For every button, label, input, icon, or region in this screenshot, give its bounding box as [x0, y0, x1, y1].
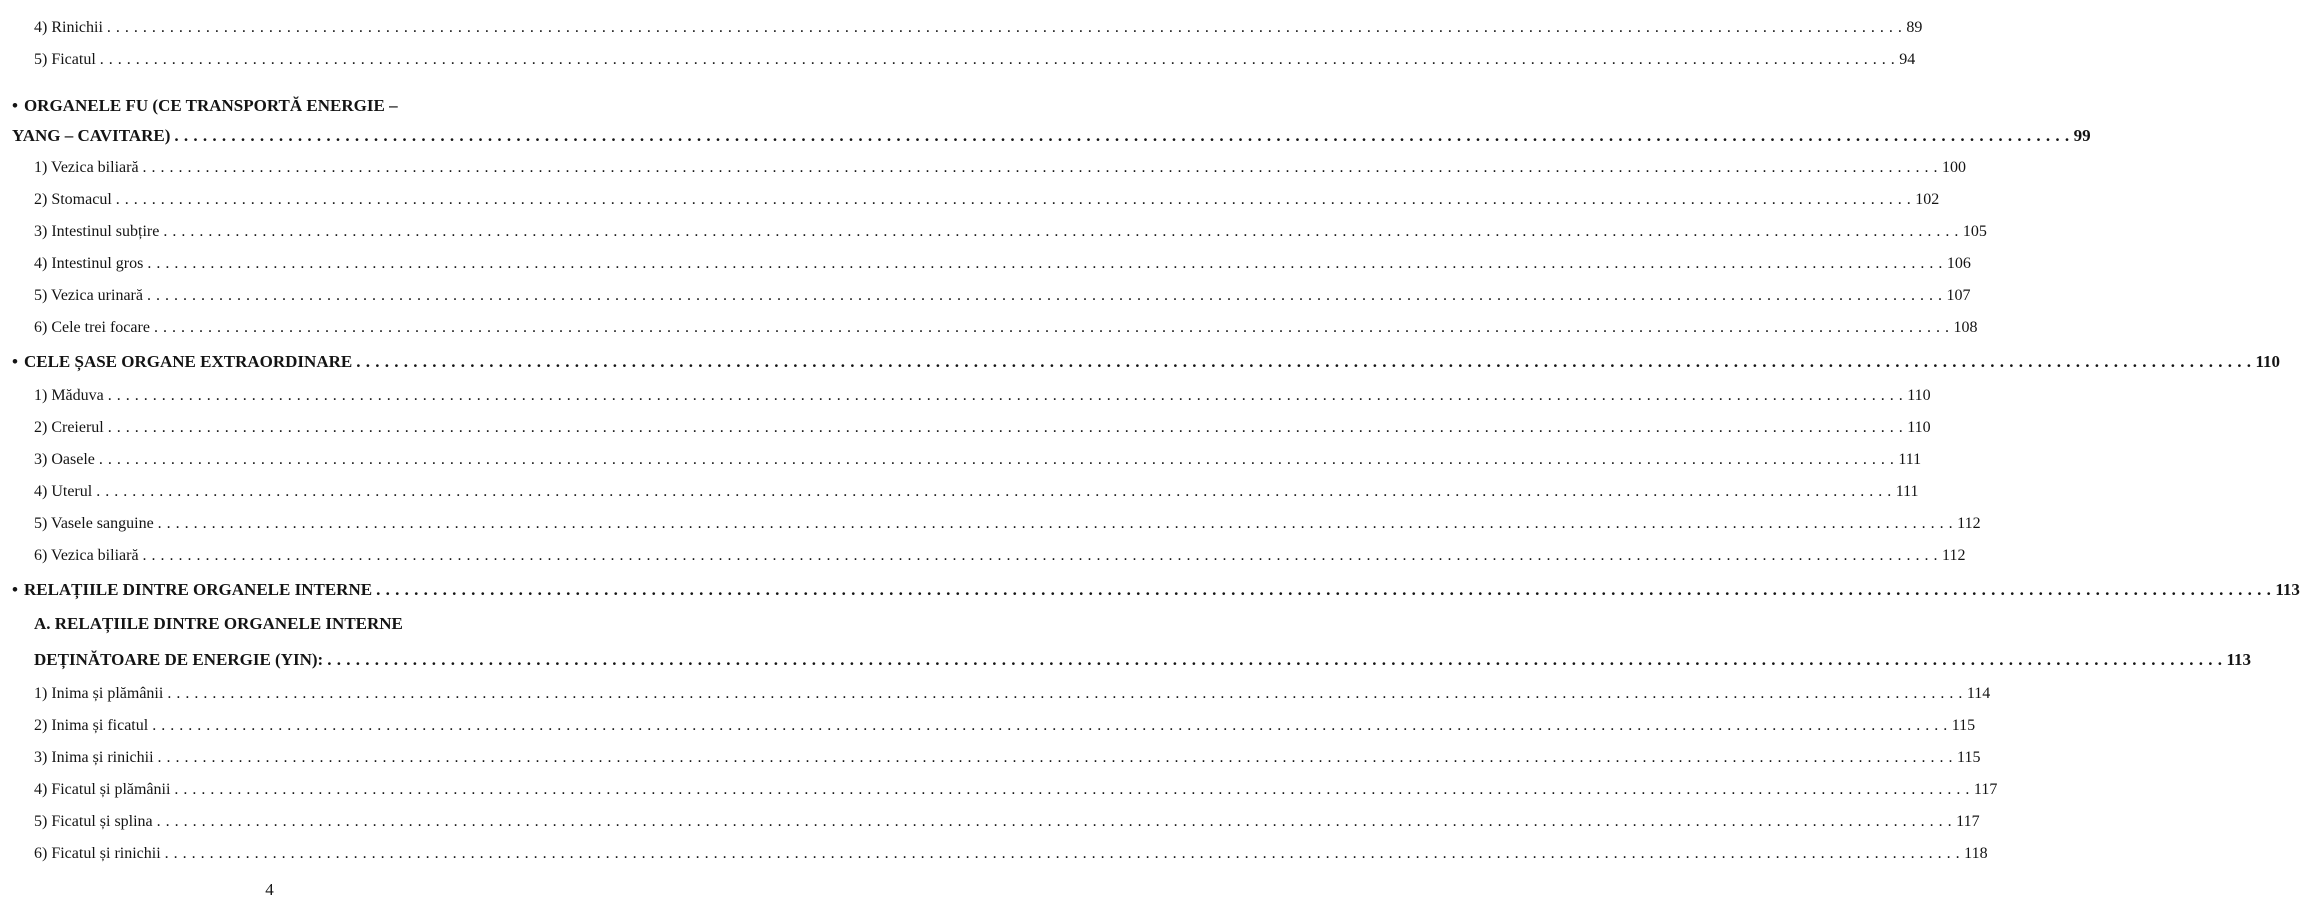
- toc-page-number: 102: [1915, 191, 1940, 208]
- toc-entry-title: 6) Cele trei focare: [34, 319, 150, 336]
- toc-entry-title: 2) Stomacul: [34, 191, 112, 208]
- toc-page-number: 112: [1942, 547, 1966, 564]
- toc-page-number: 110: [1907, 419, 1931, 436]
- toc-entry-title: 5) Ficatul și splina: [34, 813, 153, 830]
- toc-page-number: 117: [1973, 781, 1998, 798]
- toc-entry: [34, 712, 1976, 736]
- toc-entry: [34, 154, 1967, 178]
- toc-page-number: 94: [1899, 51, 1916, 68]
- toc-entry-title: 4) Ficatul și plămânii: [34, 781, 171, 798]
- dot-leader: . . . . . . . . . . . . . . . . . . . . . . . . . . . . . . . . . . . . . . . . . . . . . . . . . . . . . . . . . . . . . . . . . . . . . . . . . . . . . . . . . . . . . . . . . . . . . . . . . . . . . . . . . . . . . . . . . . . . . . . . . . . . . . . . . . . . . . . . . . . . . . . . . . . . . . . . . . . . . . . . . . . . . . . . . . . . . . . . . . . . . . . . . . . . . . . . . . . . . . . .: [376, 580, 2272, 599]
- toc-page-number: 99: [2073, 126, 2091, 145]
- toc-entry: [34, 446, 1922, 470]
- dot-leader: . . . . . . . . . . . . . . . . . . . . . . . . . . . . . . . . . . . . . . . . . . . . . . . . . . . . . . . . . . . . . . . . . . . . . . . . . . . . . . . . . . . . . . . . . . . . . . . . . . . . . . . . . . . . . . . . . . . . . . . . . . . . . . . . . . . . . . . . . . . . . . . . . . . . . . . . . . . . . . . . . . . . . . . . . . . . . . . . . . . . . . . . . . . . . . . . . . . . . . . .: [142, 159, 1939, 176]
- toc-page-number: 100: [1942, 159, 1967, 176]
- toc-entry-title: 3) Inima și rinichii: [34, 749, 154, 766]
- dot-leader: . . . . . . . . . . . . . . . . . . . . . . . . . . . . . . . . . . . . . . . . . . . . . . . . . . . . . . . . . . . . . . . . . . . . . . . . . . . . . . . . . . . . . . . . . . . . . . . . . . . . . . . . . . . . . . . . . . . . . . . . . . . . . . . . . . . . . . . . . . . . . . . . . . . . . . . . . . . . . . . . . . . . . . . . . . . . . . . . . . . . . . . . . . . . . . . . . . . . . . . .: [99, 51, 1896, 68]
- toc-entry-title: CELE ȘASE ORGANE EXTRAORDINARE: [23, 352, 353, 371]
- dot-leader: . . . . . . . . . . . . . . . . . . . . . . . . . . . . . . . . . . . . . . . . . . . . . . . . . . . . . . . . . . . . . . . . . . . . . . . . . . . . . . . . . . . . . . . . . . . . . . . . . . . . . . . . . . . . . . . . . . . . . . . . . . . . . . . . . . . . . . . . . . . . . . . . . . . . . . . . . . . . . . . . . . . . . . . . . . . . . . . . . . . . . . . . . . . . . . . . . . . . . . . .: [146, 287, 1943, 304]
- toc-entry-title: 6) Vezica biliară: [34, 547, 139, 564]
- dot-leader: . . . . . . . . . . . . . . . . . . . . . . . . . . . . . . . . . . . . . . . . . . . . . . . . . . . . . . . . . . . . . . . . . . . . . . . . . . . . . . . . . . . . . . . . . . . . . . . . . . . . . . . . . . . . . . . . . . . . . . . . . . . . . . . . . . . . . . . . . . . . . . . . . . . . . . . . . . . . . . . . . . . . . . . . . . . . . . . . . . . . . . . . . . . . . . . . . . . . . . . .: [107, 387, 1904, 404]
- toc-entry: [34, 840, 1988, 864]
- toc-entry: [34, 218, 1987, 242]
- toc-entry-title: 4) Intestinul gros: [34, 255, 144, 272]
- toc-entry-title: DEȚINĂTOARE DE ENERGIE (YIN):: [34, 650, 324, 669]
- dot-leader: . . . . . . . . . . . . . . . . . . . . . . . . . . . . . . . . . . . . . . . . . . . . . . . . . . . . . . . . . . . . . . . . . . . . . . . . . . . . . . . . . . . . . . . . . . . . . . . . . . . . . . . . . . . . . . . . . . . . . . . . . . . . . . . . . . . . . . . . . . . . . . . . . . . . . . . . . . . . . . . . . . . . . . . . . . . . . . . . . . . . . . . . . . . . . . . . . . . . . . . .: [167, 685, 1963, 702]
- toc-heading-line: [12, 122, 2091, 146]
- toc-entry-title: 2) Creierul: [34, 419, 104, 436]
- toc-entry-title: 3) Intestinul subțire: [34, 223, 160, 240]
- toc-page-number: 115: [1951, 717, 1976, 734]
- dot-leader: . . . . . . . . . . . . . . . . . . . . . . . . . . . . . . . . . . . . . . . . . . . . . . . . . . . . . . . . . . . . . . . . . . . . . . . . . . . . . . . . . . . . . . . . . . . . . . . . . . . . . . . . . . . . . . . . . . . . . . . . . . . . . . . . . . . . . . . . . . . . . . . . . . . . . . . . . . . . . . . . . . . . . . . . . . . . . . . . . . . . . . . . . . . . . . . . . . . . . . . .: [174, 781, 1970, 798]
- dot-leader: . . . . . . . . . . . . . . . . . . . . . . . . . . . . . . . . . . . . . . . . . . . . . . . . . . . . . . . . . . . . . . . . . . . . . . . . . . . . . . . . . . . . . . . . . . . . . . . . . . . . . . . . . . . . . . . . . . . . . . . . . . . . . . . . . . . . . . . . . . . . . . . . . . . . . . . . . . . . . . . . . . . . . . . . . . . . . . . . . . . . . . . . . . . . . . . . . . . . . . . .: [107, 419, 1904, 436]
- toc-entry-title: 5) Vasele sanguine: [34, 515, 154, 532]
- toc-page-number: 89: [1906, 19, 1923, 36]
- toc-entry-title: ORGANELE FU (CE TRANSPORTĂ ENERGIE –: [23, 96, 398, 115]
- toc-entry: [34, 744, 1981, 768]
- bullet-icon: •: [12, 96, 18, 115]
- dot-leader: . . . . . . . . . . . . . . . . . . . . . . . . . . . . . . . . . . . . . . . . . . . . . . . . . . . . . . . . . . . . . . . . . . . . . . . . . . . . . . . . . . . . . . . . . . . . . . . . . . . . . . . . . . . . . . . . . . . . . . . . . . . . . . . . . . . . . . . . . . . . . . . . . . . . . . . . . . . . . . . . . . . . . . . . . . . . . . . . . . . . . . . . . . . . . . . . . . . . . . . .: [327, 650, 2223, 669]
- dot-leader: . . . . . . . . . . . . . . . . . . . . . . . . . . . . . . . . . . . . . . . . . . . . . . . . . . . . . . . . . . . . . . . . . . . . . . . . . . . . . . . . . . . . . . . . . . . . . . . . . . . . . . . . . . . . . . . . . . . . . . . . . . . . . . . . . . . . . . . . . . . . . . . . . . . . . . . . . . . . . . . . . . . . . . . . . . . . . . . . . . . . . . . . . . . . . . . . . . . . . . . .: [156, 813, 1953, 830]
- dot-leader: . . . . . . . . . . . . . . . . . . . . . . . . . . . . . . . . . . . . . . . . . . . . . . . . . . . . . . . . . . . . . . . . . . . . . . . . . . . . . . . . . . . . . . . . . . . . . . . . . . . . . . . . . . . . . . . . . . . . . . . . . . . . . . . . . . . . . . . . . . . . . . . . . . . . . . . . . . . . . . . . . . . . . . . . . . . . . . . . . . . . . . . . . . . . . . . . . . . . . . . .: [163, 223, 1959, 240]
- toc-entry-title: 1) Inima și plămânii: [34, 685, 164, 702]
- dot-leader: . . . . . . . . . . . . . . . . . . . . . . . . . . . . . . . . . . . . . . . . . . . . . . . . . . . . . . . . . . . . . . . . . . . . . . . . . . . . . . . . . . . . . . . . . . . . . . . . . . . . . . . . . . . . . . . . . . . . . . . . . . . . . . . . . . . . . . . . . . . . . . . . . . . . . . . . . . . . . . . . . . . . . . . . . . . . . . . . . . . . . . . . . . . . . . . . . . . . . . . .: [164, 845, 1961, 862]
- toc-page-number: 113: [2226, 650, 2252, 669]
- dot-leader: . . . . . . . . . . . . . . . . . . . . . . . . . . . . . . . . . . . . . . . . . . . . . . . . . . . . . . . . . . . . . . . . . . . . . . . . . . . . . . . . . . . . . . . . . . . . . . . . . . . . . . . . . . . . . . . . . . . . . . . . . . . . . . . . . . . . . . . . . . . . . . . . . . . . . . . . . . . . . . . . . . . . . . . . . . . . . . . . . . . . . . . . . . . . . . . . . . . . . . . .: [106, 19, 1903, 36]
- toc-heading-line: [34, 610, 511, 634]
- toc-entry: [34, 680, 1991, 704]
- toc-entry: [34, 46, 1916, 70]
- toc-entry-title: 6) Ficatul și rinichii: [34, 845, 161, 862]
- toc-page-number: 110: [2255, 352, 2281, 371]
- dot-leader: . . . . . . . . . . . . . . . . . . . . . . . . . . . . . . . . . . . . . . . . . . . . . . . . . . . . . . . . . . . . . . . . . . . . . . . . . . . . . . . . . . . . . . . . . . . . . . . . . . . . . . . . . . . . . . . . . . . . . . . . . . . . . . . . . . . . . . . . . . . . . . . . . . . . . . . . . . . . . . . . . . . . . . . . . . . . . . . . . . . . . . . . . . . . . . . . . . . . . . . .: [157, 749, 1954, 766]
- toc-entry: [34, 250, 1971, 274]
- dot-leader: . . . . . . . . . . . . . . . . . . . . . . . . . . . . . . . . . . . . . . . . . . . . . . . . . . . . . . . . . . . . . . . . . . . . . . . . . . . . . . . . . . . . . . . . . . . . . . . . . . . . . . . . . . . . . . . . . . . . . . . . . . . . . . . . . . . . . . . . . . . . . . . . . . . . . . . . . . . . . . . . . . . . . . . . . . . . . . . . . . . . . . . . . . . . . . . . . . . . . . . .: [174, 126, 2070, 145]
- dot-leader: . . . . . . . . . . . . . . . . . . . . . . . . . . . . . . . . . . . . . . . . . . . . . . . . . . . . . . . . . . . . . . . . . . . . . . . . . . . . . . . . . . . . . . . . . . . . . . . . . . . . . . . . . . . . . . . . . . . . . . . . . . . . . . . . . . . . . . . . . . . . . . . . . . . . . . . . . . . . . . . . . . . . . . . . . . . . . . . . . . . . . . . . . . . . . . . . . . . . . . . .: [157, 515, 1954, 532]
- toc-page-number: 113: [2275, 580, 2300, 599]
- toc-page-number: 112: [1957, 515, 1981, 532]
- toc-heading-line: [12, 348, 2281, 372]
- toc-page-number: 111: [1898, 451, 1922, 468]
- toc-entry-title: 3) Oasele: [34, 451, 95, 468]
- toc-entry-title: RELAȚIILE DINTRE ORGANELE INTERNE: [23, 580, 373, 599]
- toc-entry: [34, 808, 1980, 832]
- toc-entry-title: 2) Inima și ficatul: [34, 717, 149, 734]
- toc-entry: [34, 478, 1919, 502]
- toc-page-number: 114: [1966, 685, 1991, 702]
- toc-entry-title: YANG – CAVITARE): [12, 126, 171, 145]
- toc-page-number: 117: [1956, 813, 1980, 830]
- toc-page-number: 107: [1946, 287, 1971, 304]
- toc-page-number: 106: [1946, 255, 1971, 272]
- dot-leader: . . . . . . . . . . . . . . . . . . . . . . . . . . . . . . . . . . . . . . . . . . . . . . . . . . . . . . . . . . . . . . . . . . . . . . . . . . . . . . . . . . . . . . . . . . . . . . . . . . . . . . . . . . . . . . . . . . . . . . . . . . . . . . . . . . . . . . . . . . . . . . . . . . . . . . . . . . . . . . . . . . . . . . . . . . . . . . . . . . . . . . . . . . . . . . . . . . . . . . . .: [96, 483, 1892, 500]
- toc-entry: [34, 542, 1966, 566]
- dot-leader: . . . . . . . . . . . . . . . . . . . . . . . . . . . . . . . . . . . . . . . . . . . . . . . . . . . . . . . . . . . . . . . . . . . . . . . . . . . . . . . . . . . . . . . . . . . . . . . . . . . . . . . . . . . . . . . . . . . . . . . . . . . . . . . . . . . . . . . . . . . . . . . . . . . . . . . . . . . . . . . . . . . . . . . . . . . . . . . . . . . . . . . . . . . . . . . . . . . . . . . .: [147, 255, 1943, 272]
- dot-leader: . . . . . . . . . . . . . . . . . . . . . . . . . . . . . . . . . . . . . . . . . . . . . . . . . . . . . . . . . . . . . . . . . . . . . . . . . . . . . . . . . . . . . . . . . . . . . . . . . . . . . . . . . . . . . . . . . . . . . . . . . . . . . . . . . . . . . . . . . . . . . . . . . . . . . . . . . . . . . . . . . . . . . . . . . . . . . . . . . . . . . . . . . . . . . . . . . . . . . . . .: [98, 451, 1895, 468]
- toc-entry: [34, 314, 1978, 338]
- toc-page-number: 111: [1895, 483, 1919, 500]
- toc-entry: [34, 414, 1931, 438]
- dot-leader: . . . . . . . . . . . . . . . . . . . . . . . . . . . . . . . . . . . . . . . . . . . . . . . . . . . . . . . . . . . . . . . . . . . . . . . . . . . . . . . . . . . . . . . . . . . . . . . . . . . . . . . . . . . . . . . . . . . . . . . . . . . . . . . . . . . . . . . . . . . . . . . . . . . . . . . . . . . . . . . . . . . . . . . . . . . . . . . . . . . . . . . . . . . . . . . . . . . . . . . .: [115, 191, 1912, 208]
- toc-entry-title: 4) Rinichii: [34, 19, 103, 36]
- toc-entry-title: 4) Uterul: [34, 483, 93, 500]
- toc-entry: [34, 14, 1923, 38]
- dot-leader: . . . . . . . . . . . . . . . . . . . . . . . . . . . . . . . . . . . . . . . . . . . . . . . . . . . . . . . . . . . . . . . . . . . . . . . . . . . . . . . . . . . . . . . . . . . . . . . . . . . . . . . . . . . . . . . . . . . . . . . . . . . . . . . . . . . . . . . . . . . . . . . . . . . . . . . . . . . . . . . . . . . . . . . . . . . . . . . . . . . . . . . . . . . . . . . . . . . . . . . .: [152, 717, 1948, 734]
- toc-entry-title: 5) Vezica urinară: [34, 287, 143, 304]
- dot-leader: . . . . . . . . . . . . . . . . . . . . . . . . . . . . . . . . . . . . . . . . . . . . . . . . . . . . . . . . . . . . . . . . . . . . . . . . . . . . . . . . . . . . . . . . . . . . . . . . . . . . . . . . . . . . . . . . . . . . . . . . . . . . . . . . . . . . . . . . . . . . . . . . . . . . . . . . . . . . . . . . . . . . . . . . . . . . . . . . . . . . . . . . . . . . . . . . . . . . . . . .: [142, 547, 1939, 564]
- toc-heading-line: [34, 646, 2252, 670]
- toc-entry-title: 5) Ficatul: [34, 51, 96, 68]
- toc-heading-line: [12, 92, 511, 116]
- toc-page-number: 118: [1964, 845, 1988, 862]
- toc-entry: [34, 186, 1940, 210]
- toc-entry-title: A. RELAȚIILE DINTRE ORGANELE INTERNE: [34, 614, 403, 633]
- toc-entry: [34, 282, 1971, 306]
- bullet-icon: •: [12, 580, 18, 599]
- dot-leader: . . . . . . . . . . . . . . . . . . . . . . . . . . . . . . . . . . . . . . . . . . . . . . . . . . . . . . . . . . . . . . . . . . . . . . . . . . . . . . . . . . . . . . . . . . . . . . . . . . . . . . . . . . . . . . . . . . . . . . . . . . . . . . . . . . . . . . . . . . . . . . . . . . . . . . . . . . . . . . . . . . . . . . . . . . . . . . . . . . . . . . . . . . . . . . . . . . . . . . . .: [153, 319, 1950, 336]
- toc-page-number: 105: [1962, 223, 1987, 240]
- toc-entry: [34, 510, 1981, 534]
- dot-leader: . . . . . . . . . . . . . . . . . . . . . . . . . . . . . . . . . . . . . . . . . . . . . . . . . . . . . . . . . . . . . . . . . . . . . . . . . . . . . . . . . . . . . . . . . . . . . . . . . . . . . . . . . . . . . . . . . . . . . . . . . . . . . . . . . . . . . . . . . . . . . . . . . . . . . . . . . . . . . . . . . . . . . . . . . . . . . . . . . . . . . . . . . . . . . . . . . . . . . . . .: [356, 352, 2252, 371]
- toc-page-number: 108: [1953, 319, 1978, 336]
- toc-page-number: 115: [1957, 749, 1981, 766]
- page-number: 4: [265, 880, 274, 899]
- bullet-icon: •: [12, 352, 18, 371]
- toc-entry: [34, 382, 1931, 406]
- toc-entry-title: 1) Vezica biliară: [34, 159, 139, 176]
- toc-entry-title: 1) Măduva: [34, 387, 104, 404]
- toc-entry: [34, 776, 1998, 800]
- toc-page-number: 110: [1907, 387, 1931, 404]
- toc-heading-line: [12, 576, 2300, 600]
